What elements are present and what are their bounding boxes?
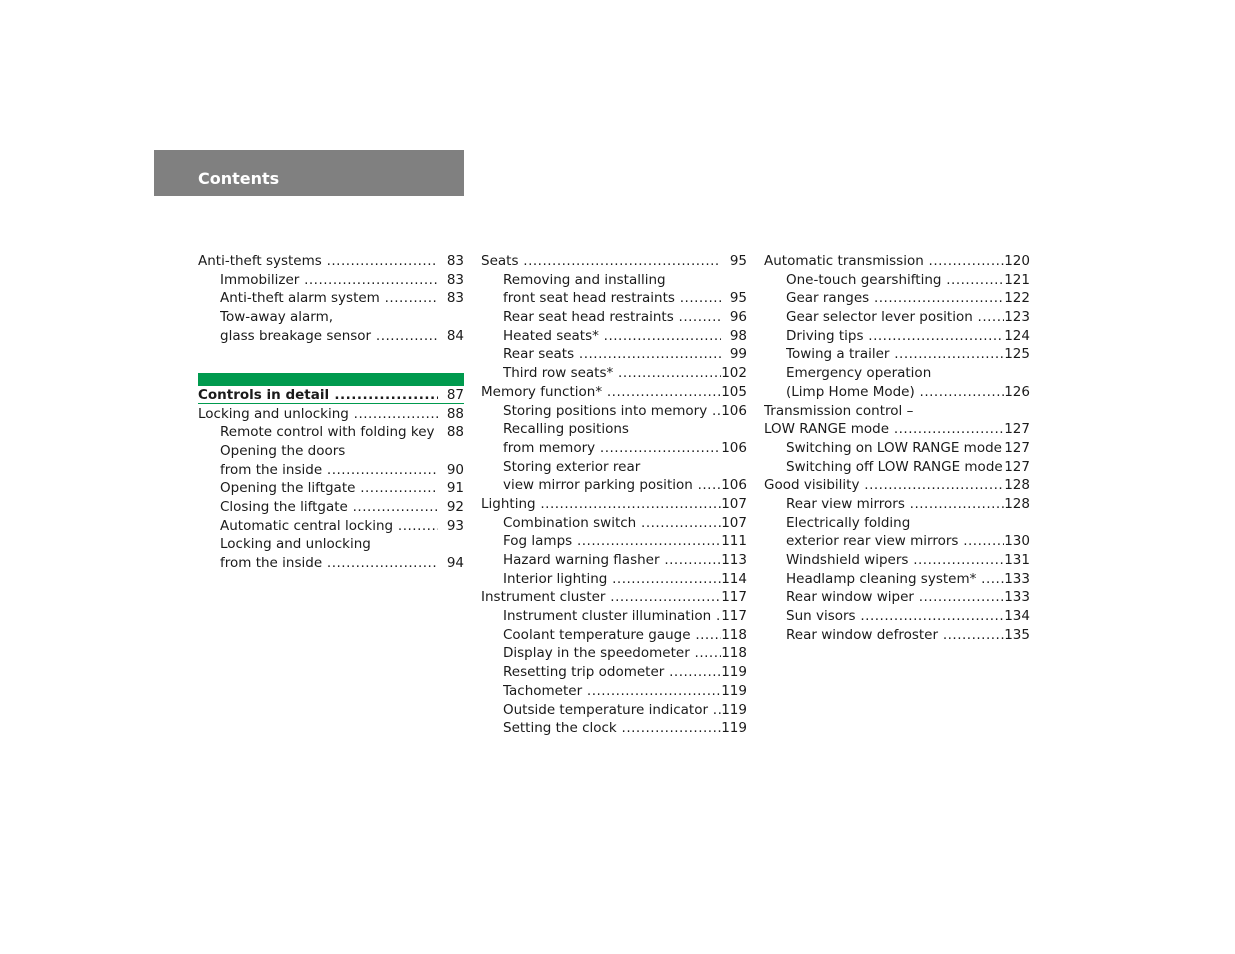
toc-entry[interactable] [481, 532, 747, 551]
toc-entry-label: Locking and unlocking ..... [198, 405, 438, 424]
toc-entry[interactable] [764, 607, 1030, 626]
toc-entry-label: Lighting ..... [481, 495, 721, 514]
toc-entry-page: 134 [1004, 608, 1030, 625]
toc-entry[interactable] [481, 308, 747, 327]
toc-entry[interactable] [481, 345, 747, 364]
toc-entry[interactable] [198, 271, 464, 290]
toc-entry-page: 119 [721, 682, 747, 699]
toc-entry[interactable] [198, 517, 464, 536]
toc-entry-page: 111 [721, 533, 747, 550]
toc-entry[interactable] [481, 570, 747, 589]
toc-entry[interactable] [764, 551, 1030, 570]
toc-entry-page: 114 [721, 570, 747, 587]
toc-entry[interactable] [198, 535, 464, 554]
toc-entry[interactable] [481, 383, 747, 402]
toc-entry-label: Outside temperature indicator ..... [503, 701, 721, 720]
toc-entry-label: Tow-away alarm, [220, 309, 334, 326]
toc-entry-label: Setting the clock ..... [503, 719, 721, 738]
toc-entry[interactable] [764, 402, 1030, 421]
toc-entry-page: 92 [446, 499, 464, 516]
toc-entry[interactable] [481, 289, 747, 308]
toc-entry-page: 99 [729, 346, 747, 363]
toc-entry[interactable] [764, 626, 1030, 645]
toc-entry-label: Display in the speedometer ..... [503, 644, 721, 663]
toc-entry-page: 96 [729, 309, 747, 326]
toc-entry-page: 91 [446, 480, 464, 497]
toc-entry[interactable] [764, 308, 1030, 327]
toc-entry-label: Instrument cluster illumination ..... [503, 607, 721, 626]
toc-entry[interactable] [481, 271, 747, 290]
toc-entry-page: 90 [446, 461, 464, 478]
toc-entry-label: Rear seats ..... [503, 345, 721, 364]
toc-entry[interactable] [481, 551, 747, 570]
toc-entry[interactable] [198, 423, 464, 442]
toc-entry-page: 83 [446, 271, 464, 288]
toc-entry-label: Fog lamps ..... [503, 532, 721, 551]
toc-entry-page: 127 [1004, 439, 1030, 456]
toc-entry-label: from the inside ..... [220, 554, 438, 573]
toc-entry[interactable] [198, 442, 464, 461]
toc-entry-page: 118 [721, 626, 747, 643]
toc-entry[interactable] [198, 308, 464, 327]
toc-entry[interactable] [764, 514, 1030, 533]
toc-entry[interactable] [764, 327, 1030, 346]
toc-entry[interactable] [198, 461, 464, 480]
toc-entry[interactable] [198, 479, 464, 498]
section-spacer [198, 345, 464, 373]
toc-entry-page: 119 [721, 664, 747, 681]
toc-entry[interactable] [764, 289, 1030, 308]
toc-entry-label: Immobilizer ..... [220, 271, 438, 290]
toc-entry[interactable] [764, 458, 1030, 477]
toc-entry[interactable] [764, 271, 1030, 290]
toc-entry-label: Rear window wiper ..... [786, 588, 1004, 607]
toc-entry[interactable] [481, 644, 747, 663]
toc-section-label: Controls in detail ..... [198, 386, 438, 405]
toc-section-heading[interactable] [198, 386, 464, 405]
toc-entry-label: Towing a trailer ..... [786, 345, 1004, 364]
toc-entry-page: 83 [446, 253, 464, 269]
toc-entry[interactable] [764, 570, 1030, 589]
toc-entry[interactable] [481, 495, 747, 514]
toc-entry[interactable] [764, 252, 1030, 271]
toc-entry[interactable] [764, 532, 1030, 551]
toc-entry-label: Emergency operation [786, 365, 932, 382]
toc-entry-label: Electrically folding [786, 514, 911, 531]
toc-entry-page: 84 [446, 327, 464, 344]
toc-entry-label: Automatic transmission ..... [764, 252, 1004, 271]
toc-entry-label: Automatic central locking ..... [220, 517, 438, 536]
toc-entry-page: 120 [1004, 253, 1030, 269]
toc-entry-label: Recalling positions [503, 421, 629, 438]
toc-entry-label: Coolant temperature gauge ..... [503, 626, 721, 645]
toc-entry-label: Switching off LOW RANGE mode ..... [786, 458, 1004, 477]
toc-entry-page: 88 [446, 405, 464, 422]
toc-entry-page: 135 [1004, 626, 1030, 643]
toc-entry-label: Remote control with folding key ..... [220, 423, 438, 442]
toc-entry[interactable] [764, 588, 1030, 607]
toc-section-page: 87 [446, 386, 464, 403]
toc-entry-label: Interior lighting ..... [503, 570, 721, 589]
toc-entry-page: 133 [1004, 570, 1030, 587]
toc-entry[interactable] [764, 383, 1030, 402]
toc-entry-page: 98 [729, 327, 747, 344]
toc-entry-page: 128 [1004, 495, 1030, 512]
toc-entry[interactable] [481, 719, 747, 738]
toc-entry-label: Transmission control – [764, 402, 914, 419]
toc-entry-label: Combination switch ..... [503, 514, 721, 533]
toc-entry-page: 93 [446, 517, 464, 534]
toc-entry-label: Instrument cluster ..... [481, 588, 721, 607]
toc-entry[interactable] [481, 682, 747, 701]
toc-entry-page: 102 [721, 365, 747, 382]
toc-entry-page: 95 [729, 290, 747, 307]
toc-entry-page: 124 [1004, 327, 1030, 344]
toc-entry-page: 121 [1004, 271, 1030, 288]
toc-entry-page: 83 [446, 290, 464, 307]
toc-entry-label: Gear selector lever position ..... [786, 308, 1004, 327]
toc-entry-page: 122 [1004, 290, 1030, 307]
toc-column-3 [764, 252, 1030, 644]
toc-entry-label: Opening the liftgate ..... [220, 479, 438, 498]
toc-entry-page: 117 [721, 589, 747, 606]
toc-entry-page: 106 [721, 402, 747, 419]
toc-entry-page: 130 [1004, 533, 1030, 550]
toc-entry[interactable] [198, 327, 464, 346]
toc-entry-label: LOW RANGE mode ..... [764, 420, 1004, 439]
toc-entry-label: Storing positions into memory ..... [503, 402, 721, 421]
toc-entry-page: 105 [721, 383, 747, 400]
toc-entry-label: Anti-theft alarm system ..... [220, 289, 438, 308]
toc-entry-page: 125 [1004, 346, 1030, 363]
toc-column-2 [481, 252, 747, 738]
toc-entry-page: 113 [721, 552, 747, 568]
toc-entry-label: Rear seat head restraints ..... [503, 308, 721, 327]
toc-entry[interactable] [481, 252, 747, 271]
contents-header [154, 150, 464, 196]
toc-entry-label: Anti-theft systems ..... [198, 252, 438, 271]
toc-entry-label: One-touch gearshifting ..... [786, 271, 1004, 290]
toc-entry-page: 106 [721, 439, 747, 456]
toc-entry[interactable] [481, 458, 747, 477]
toc-entry-page: 106 [721, 477, 747, 494]
toc-entry[interactable] [198, 498, 464, 517]
toc-entry-page: 131 [1004, 552, 1030, 568]
toc-entry-page: 127 [1004, 458, 1030, 475]
toc-entry[interactable] [481, 402, 747, 421]
page-title: Contents [198, 169, 280, 188]
toc-entry-label: Opening the doors [220, 443, 346, 459]
toc-entry-page: 117 [721, 608, 747, 625]
toc-entry-page: 118 [721, 645, 747, 662]
toc-entry-label: Tachometer ..... [503, 682, 721, 701]
toc-entry[interactable] [481, 476, 747, 495]
toc-entry[interactable] [764, 345, 1030, 364]
toc-entry-label: Windshield wipers ..... [786, 551, 1004, 570]
toc-entry-page: 123 [1004, 309, 1030, 326]
toc-entry-label: front seat head restraints ..... [503, 289, 721, 308]
toc-entry[interactable] [198, 405, 464, 424]
toc-entry-label: Storing exterior rear [503, 458, 641, 475]
toc-entry-page: 95 [729, 253, 747, 269]
toc-entry-label: Sun visors ..... [786, 607, 1004, 626]
toc-entry[interactable] [198, 554, 464, 573]
toc-entry-page: 107 [721, 514, 747, 531]
toc-entry-label: Removing and installing [503, 271, 666, 288]
toc-entry[interactable] [481, 420, 747, 439]
toc-entry-page: 94 [446, 555, 464, 572]
toc-entry[interactable] [764, 476, 1030, 495]
toc-entry[interactable] [764, 439, 1030, 458]
toc-entry-page: 119 [721, 701, 747, 718]
toc-entry[interactable] [198, 289, 464, 308]
toc-entry-label: Good visibility ..... [764, 476, 1004, 495]
toc-entry-label: Third row seats* ..... [503, 364, 721, 383]
toc-entry-label: glass breakage sensor ..... [220, 327, 438, 346]
toc-entry-label: (Limp Home Mode) ..... [786, 383, 1004, 402]
toc-entry-label: Headlamp cleaning system* ..... [786, 570, 1004, 589]
toc-entry-label: from memory ..... [503, 439, 721, 458]
toc-entry-label: Gear ranges ..... [786, 289, 1004, 308]
toc-entry-label: Driving tips ..... [786, 327, 1004, 346]
toc-entry-label: Hazard warning flasher ..... [503, 551, 721, 570]
toc-entry-label: Seats ..... [481, 252, 721, 271]
toc-entry-label: Heated seats* ..... [503, 327, 721, 346]
toc-entry[interactable] [764, 364, 1030, 383]
toc-entry-label: view mirror parking position ..... [503, 476, 721, 495]
toc-entry-label: Closing the liftgate ..... [220, 498, 438, 517]
toc-entry[interactable] [481, 663, 747, 682]
toc-entry[interactable] [481, 439, 747, 458]
toc-entry-label: Resetting trip odometer ..... [503, 663, 721, 682]
toc-column-1 [198, 252, 464, 573]
toc-entry[interactable] [481, 588, 747, 607]
toc-entry-label: Rear window defroster ..... [786, 626, 1004, 645]
toc-entry-label: Rear view mirrors ..... [786, 495, 1004, 514]
toc-entry-page: 127 [1004, 421, 1030, 438]
toc-entry-page: 126 [1004, 383, 1030, 400]
toc-entry-page: 88 [446, 424, 464, 441]
toc-entry[interactable] [481, 607, 747, 626]
toc-entry[interactable] [481, 626, 747, 645]
toc-entry-page: 107 [721, 495, 747, 512]
toc-entry[interactable] [198, 252, 464, 271]
toc-entry-label: Memory function* ..... [481, 383, 721, 402]
toc-entry-page: 133 [1004, 589, 1030, 606]
toc-entry-label: Locking and unlocking [220, 536, 371, 553]
toc-entry[interactable] [481, 327, 747, 346]
toc-entry[interactable] [481, 701, 747, 720]
toc-entry-label: from the inside ..... [220, 461, 438, 480]
toc-entry-label: exterior rear view mirrors ..... [786, 532, 1004, 551]
toc-entry-page: 119 [721, 720, 747, 737]
toc-entry-page: 128 [1004, 477, 1030, 494]
toc-entry[interactable] [764, 495, 1030, 514]
section-accent-bar [198, 373, 464, 386]
toc-entry[interactable] [481, 364, 747, 383]
toc-entry-label: Switching on LOW RANGE mode ..... [786, 439, 1004, 458]
toc-entry[interactable] [764, 420, 1030, 439]
toc-entry[interactable] [481, 514, 747, 533]
